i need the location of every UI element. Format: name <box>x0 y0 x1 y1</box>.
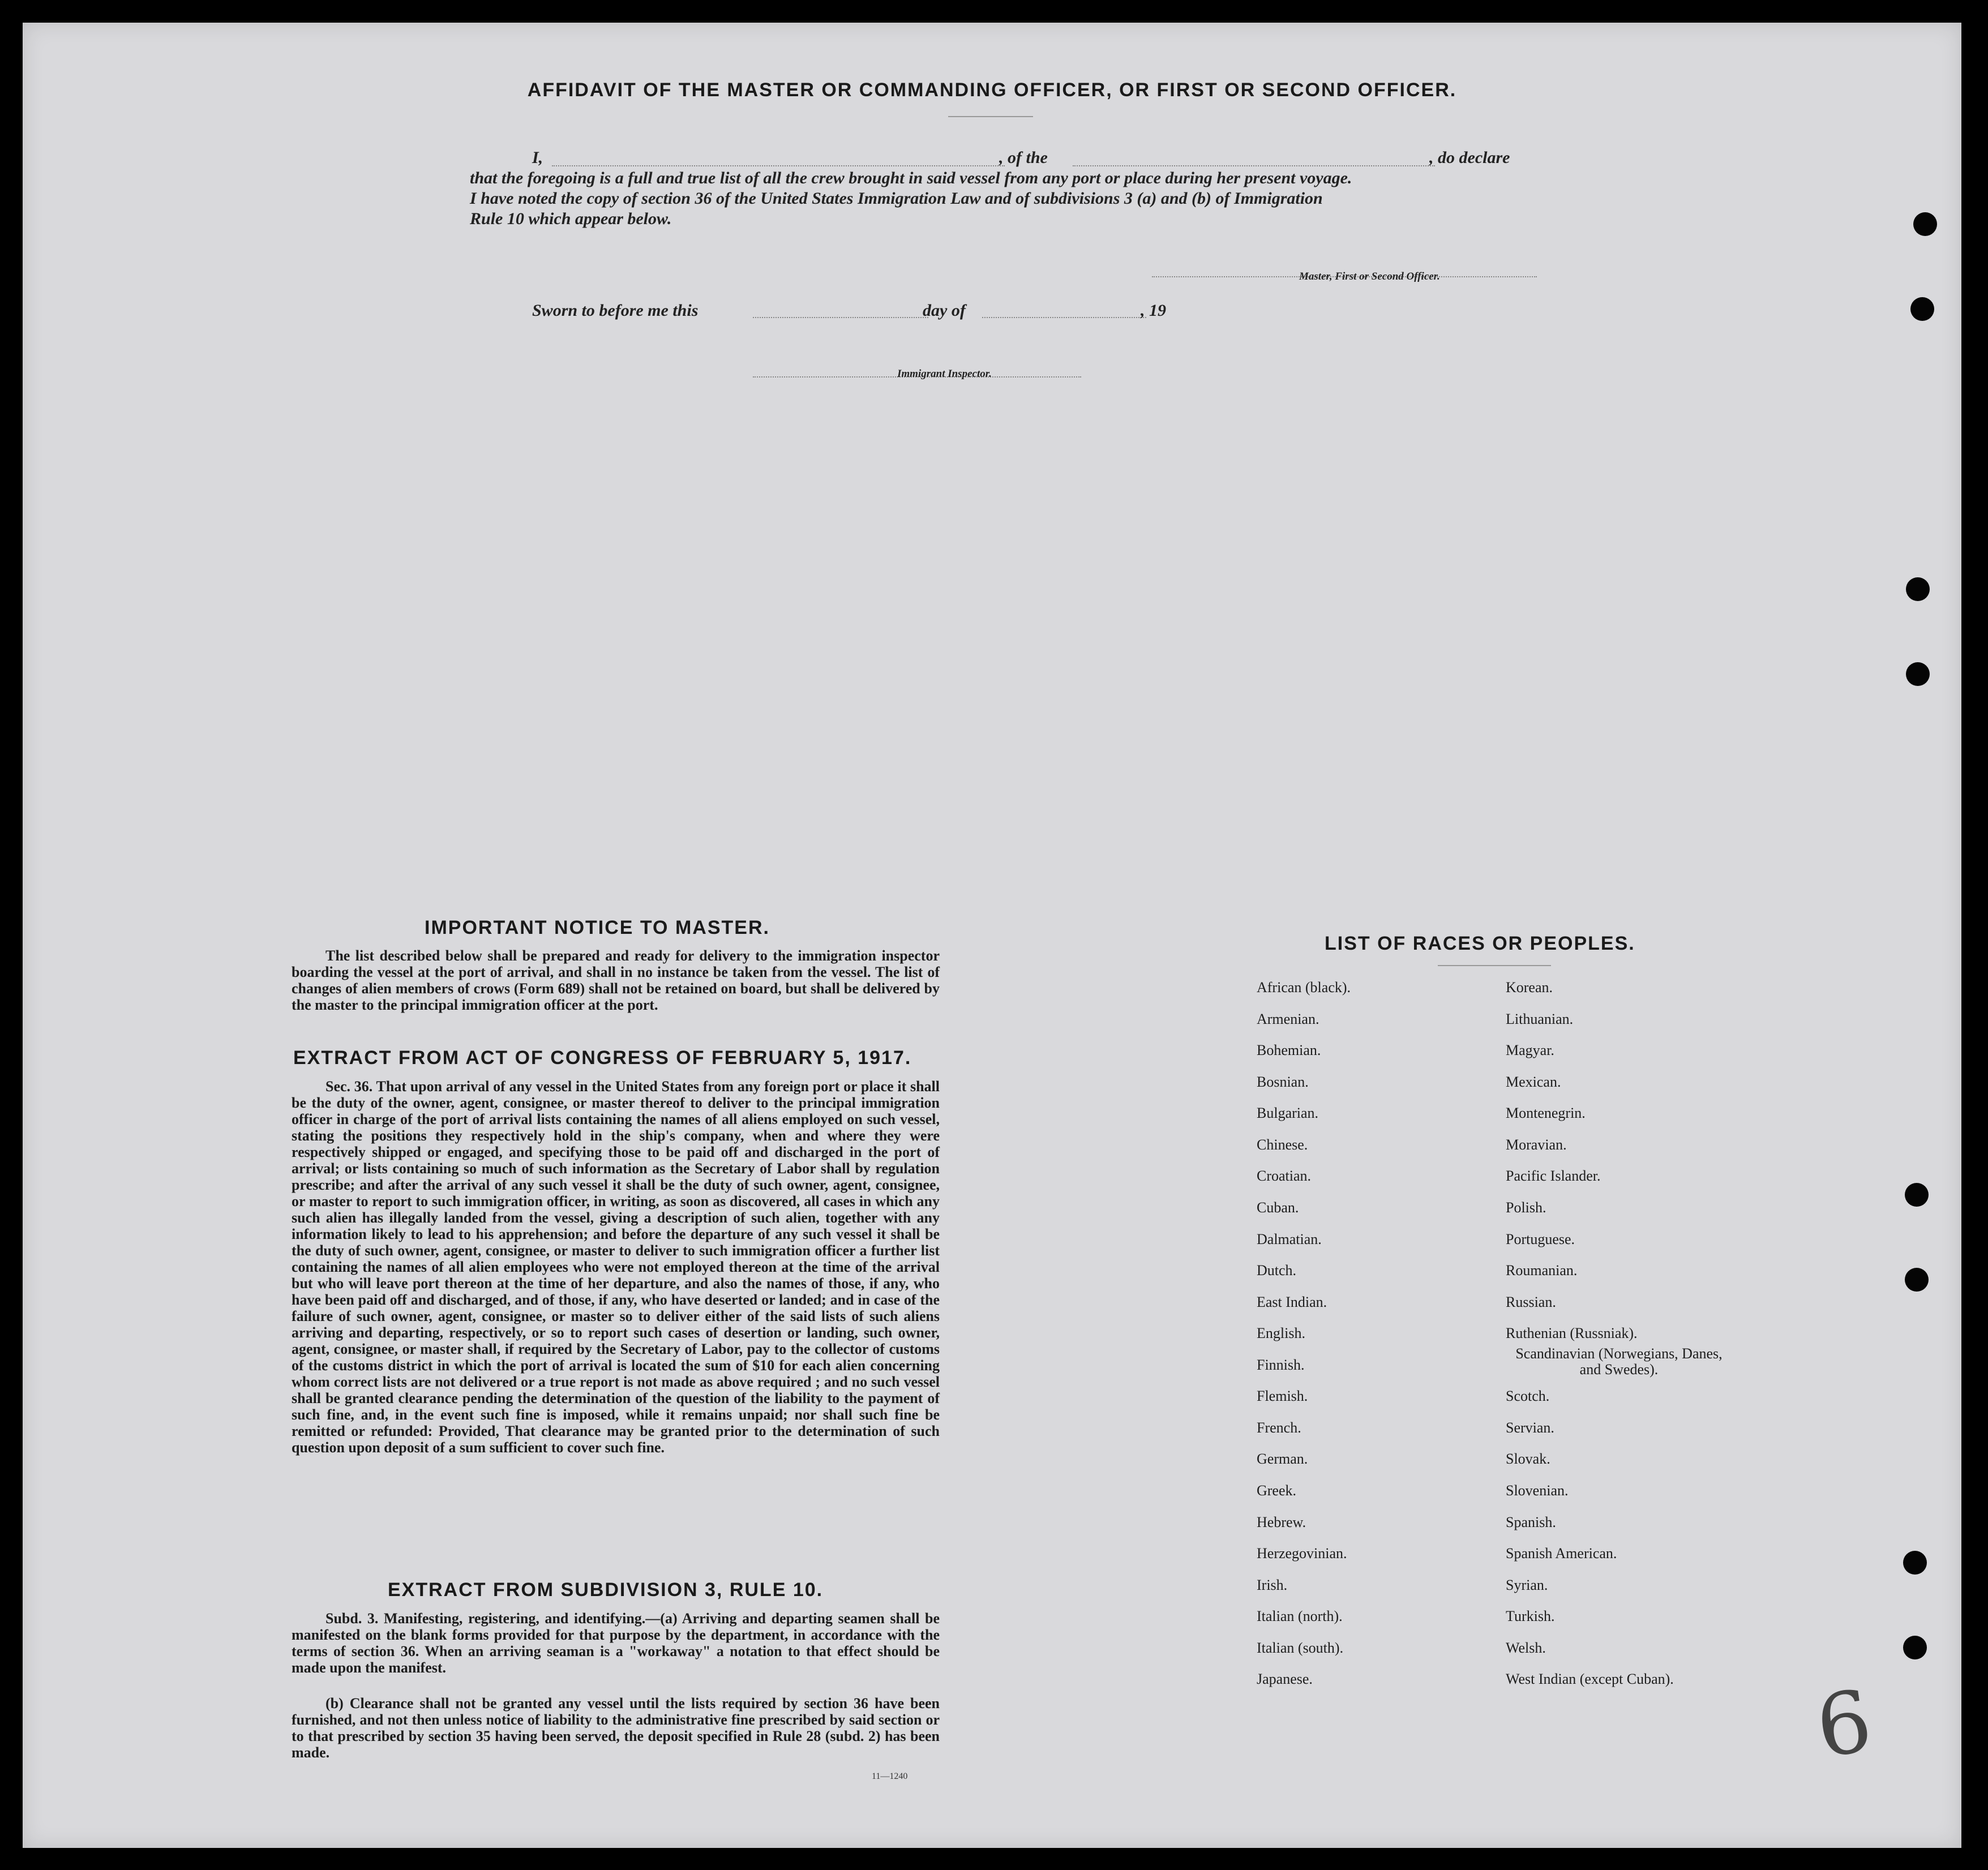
race-item: Roumanian. <box>1506 1262 1578 1279</box>
race-item: Armenian. <box>1257 1011 1319 1027</box>
race-item: Dutch. <box>1257 1262 1297 1279</box>
race-item: Spanish. <box>1506 1514 1556 1530</box>
race-item: Spanish American. <box>1506 1545 1617 1562</box>
race-item: Ruthenian (Russniak). <box>1506 1325 1638 1341</box>
affidavit-title: AFFIDAVIT OF THE MASTER OR COMMANDING OFFICER, OR FIRST OR SECOND OFFICER. <box>527 79 1457 101</box>
sworn-day-blank <box>753 317 928 318</box>
race-item: Flemish. <box>1257 1388 1308 1404</box>
race-item: Polish. <box>1506 1199 1546 1216</box>
act-title: EXTRACT FROM ACT OF CONGRESS OF FEBRUARY 5, 1917. <box>293 1047 912 1069</box>
race-item: French. <box>1257 1419 1301 1436</box>
race-item: Italian (south). <box>1257 1640 1344 1656</box>
race-item: Hebrew. <box>1257 1514 1306 1530</box>
race-item: Lithuanian. <box>1506 1011 1574 1027</box>
race-item: African (black). <box>1257 979 1351 996</box>
sworn-text: Sworn to before me this <box>532 301 699 320</box>
race-item: Bulgarian. <box>1257 1105 1319 1121</box>
race-item: Magyar. <box>1506 1042 1554 1058</box>
race-item: Turkish. <box>1506 1608 1555 1624</box>
race-item: Pacific Islander. <box>1506 1168 1601 1184</box>
act-text: Sec. 36. That upon arrival of any vessel in the United States from any foreign port or place it shall be the duty of the owner, agent, consignee, or master thereof to deliver to the principal immigration officer in charge of the port of arrival lists containing the names of all aliens employed on such vessel, stating the positions they respectively hold in the ship's company, when and where they were respectively shipped or engaged, and specifying those to be paid off and discharged in the port of arrival; or lists containing so much of such information as the Secretary of Labor shall by regulation prescribe; and after the arrival of any such vessel it shall be the duty of such owner, agent, consignee, or master to report to such immigration officer, in writing, as soon as discovered, all cases in which any such alien has illegally landed from the vessel, giving a description of such alien, together with any information likely to lead to his apprehension; and before the departure of any such vessel it shall be the duty of such owner, agent, consignee, or master to deliver to such immigration officer a further list containing the names of all alien employees who were not employed thereon at the time of the arrival but who will leave port thereon at the time of her departure, and also the names of those, if any, who have been paid off and discharged, and of those, if any, who have deserted or landed; and in case of the failure of such owner, agent, consignee, or master so to deliver either of the said lists of such aliens arriving and departing, respectively, or so to report such cases of desertion or landing, such owner, agent, consignee, or master shall, if required by the Secretary of Labor, pay to the collector of customs of the customs district in which the port of arrival is located the sum of $10 for each alien concerning whom correct lists are not delivered or a true report is not made as above required ; and no such vessel shall be granted clearance pending the determination of the question of the liability to the payment of such fine, and, in the event such fine is imposed, while it remains unpaid; nor shall such fine be remitted or refunded: Provided, That clearance may be granted prior to the determination of such question upon deposit of a sum sufficient to cover such fine. <box>292 1078 940 1456</box>
race-item: East Indian. <box>1257 1294 1327 1310</box>
name-blank <box>552 165 1005 166</box>
affidavit-i: I, <box>532 148 543 167</box>
race-item: Chinese. <box>1257 1136 1308 1153</box>
handwritten-page-number: 6 <box>1810 1672 1878 1777</box>
race-item: Welsh. <box>1506 1640 1546 1656</box>
day-of-text: day of <box>923 301 966 320</box>
title-underline <box>948 116 1033 117</box>
race-item: Russian. <box>1506 1294 1556 1310</box>
race-item: Servian. <box>1506 1419 1554 1436</box>
punch-hole <box>1903 1551 1927 1575</box>
race-item: Syrian. <box>1506 1577 1548 1593</box>
punch-hole <box>1905 1268 1929 1292</box>
race-item: Finnish. <box>1257 1357 1305 1373</box>
punch-hole <box>1906 577 1930 601</box>
race-item: Croatian. <box>1257 1168 1312 1184</box>
race-item: Italian (north). <box>1257 1608 1343 1624</box>
signature-caption: Master, First or Second Officer. <box>1299 271 1440 282</box>
month-blank <box>982 317 1146 318</box>
affidavit-line-3: I have noted the copy of section 36 of the United States Immigration Law and of subdivisions 3 (a) and (b) of Immigration <box>470 189 1323 208</box>
race-item: Dalmatian. <box>1257 1231 1322 1247</box>
affidavit-do-declare: , do declare <box>1429 148 1510 167</box>
rule-subd-b: (b) Clearance shall not be granted any vessel until the lists required by section 36 have been furnished, and not then unless notice of liability to the administrative fine prescribed by said section or to that prescribed by section 35 having been served, the deposit specified in Rule 28 (subd. 2) has been made. <box>292 1695 940 1761</box>
races-underline <box>1438 965 1551 966</box>
affidavit-line-2: that the foregoing is a full and true list of all the crew brought in said vessel from any port or place during her present voyage. <box>470 169 1352 187</box>
affidavit-line-4: Rule 10 which appear below. <box>470 209 672 228</box>
race-item: West Indian (except Cuban). <box>1506 1671 1674 1687</box>
race-item: German. <box>1257 1451 1308 1467</box>
race-item: Slovenian. <box>1506 1482 1569 1499</box>
punch-hole <box>1905 1183 1929 1207</box>
races-title: LIST OF RACES OR PEOPLES. <box>1325 933 1635 954</box>
notice-text: The list described below shall be prepared and ready for delivery to the immigration inspector boarding the vessel at the port of arrival, and shall in no instance be taken from the vessel. The list of changes of alien members of crows (Form 689) shall not be retained on board, but shall be delivered by the master to the principal immigration officer at the port. <box>292 947 940 1013</box>
race-item: Irish. <box>1257 1577 1288 1593</box>
race-item: Portuguese. <box>1506 1231 1575 1247</box>
punch-hole <box>1906 662 1930 686</box>
race-item: Scotch. <box>1506 1388 1550 1404</box>
document-page <box>23 23 1961 1848</box>
race-item: Mexican. <box>1506 1074 1561 1090</box>
form-number: 11—1240 <box>872 1772 908 1781</box>
race-item: Cuban. <box>1257 1199 1299 1216</box>
rule-subd-a: Subd. 3. Manifesting, registering, and identifying.—(a) Arriving and departing seamen shall be manifested on the blank forms provided for that purpose by the department, in accordance with the terms of section 36. When an arriving seaman is a "workaway" a notation to that effect should be made upon the manifest. <box>292 1610 940 1676</box>
race-item: Herzegovinian. <box>1257 1545 1347 1562</box>
vessel-blank <box>1073 165 1435 166</box>
notice-title: IMPORTANT NOTICE TO MASTER. <box>425 917 770 938</box>
punch-hole <box>1910 297 1934 321</box>
punch-hole <box>1913 212 1937 236</box>
affidavit-of-the: , of the <box>999 148 1048 167</box>
inspector-caption: Immigrant Inspector. <box>897 368 992 380</box>
race-item: Montenegrin. <box>1506 1105 1586 1121</box>
race-item: Moravian. <box>1506 1136 1567 1153</box>
race-item: Bosnian. <box>1257 1074 1309 1090</box>
race-item: Korean. <box>1506 979 1553 996</box>
race-item: Greek. <box>1257 1482 1297 1499</box>
rule-title: EXTRACT FROM SUBDIVISION 3, RULE 10. <box>388 1579 824 1601</box>
race-item: Scandinavian (Norwegians, Danes, and Swedes). <box>1515 1345 1723 1378</box>
race-item: Japanese. <box>1257 1671 1313 1687</box>
race-item: Slovak. <box>1506 1451 1550 1467</box>
punch-hole <box>1903 1636 1927 1659</box>
race-item: English. <box>1257 1325 1305 1341</box>
year-text: , 19 <box>1141 301 1166 320</box>
race-item: Bohemian. <box>1257 1042 1321 1058</box>
